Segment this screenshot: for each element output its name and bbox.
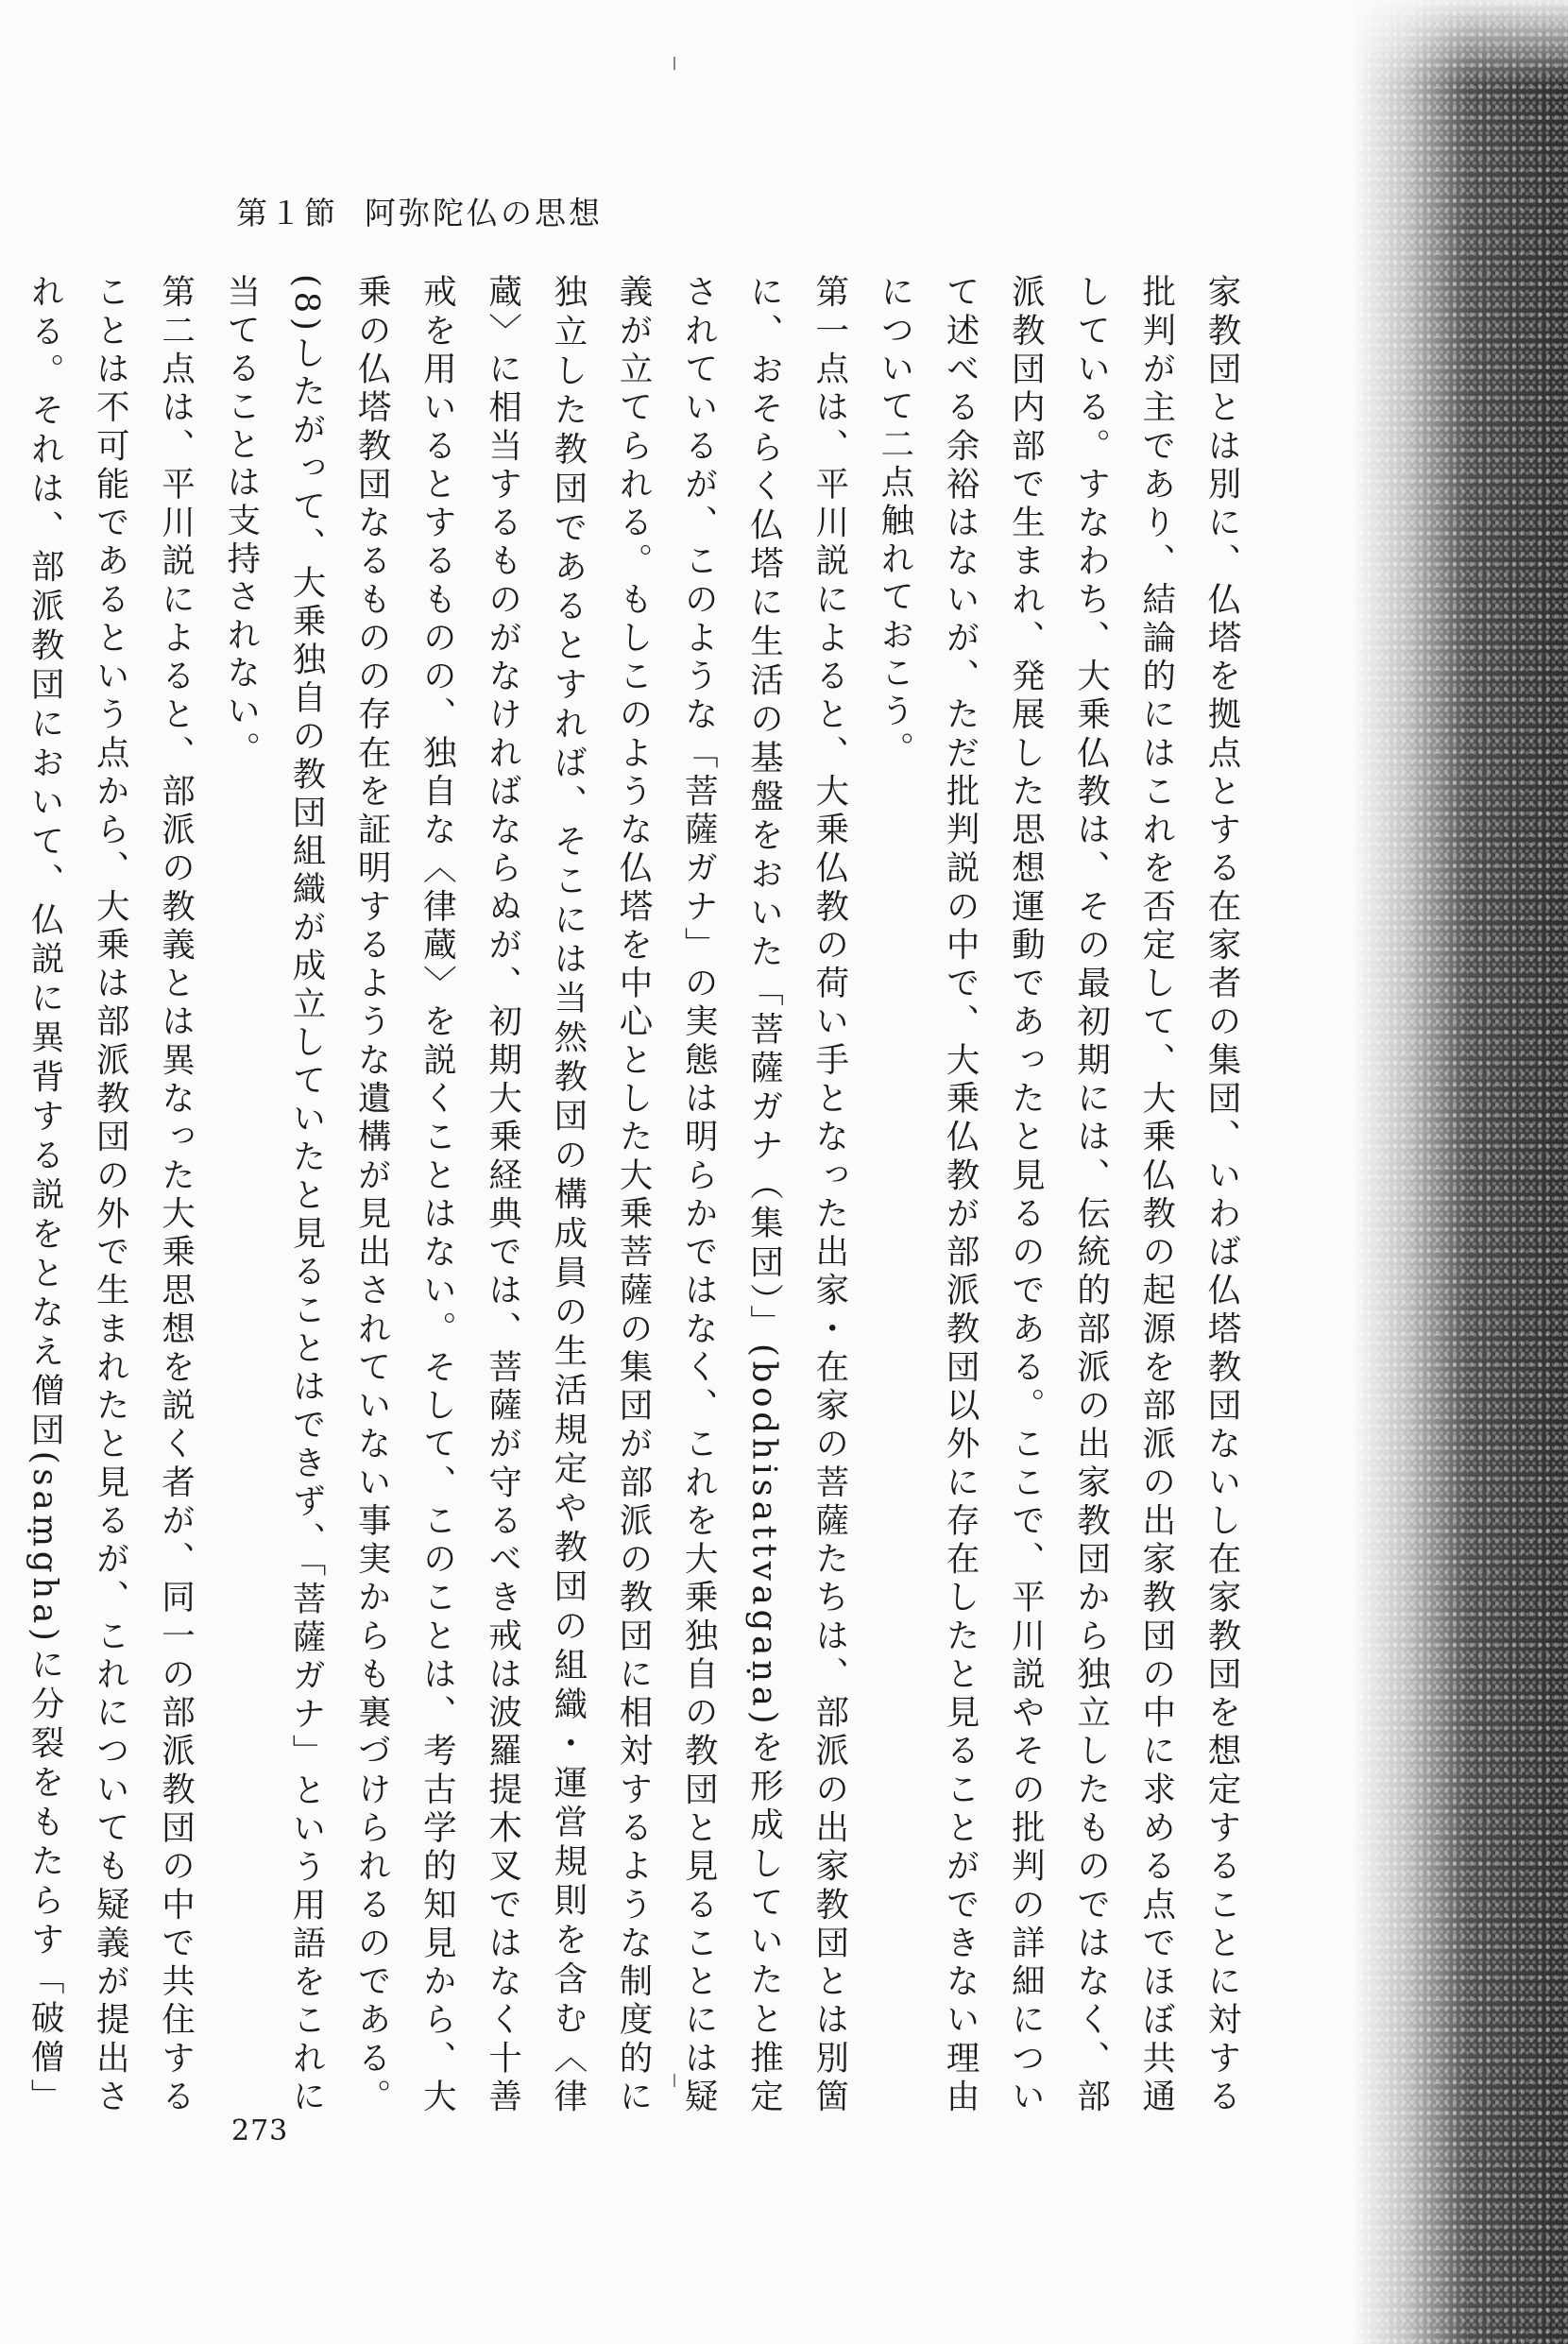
vertical-body-text bbox=[26, 274, 1254, 2116]
scan-shadow-fade bbox=[1322, 0, 1568, 85]
header-section-number: 第１節 bbox=[236, 195, 338, 231]
scan-speck bbox=[673, 57, 675, 70]
paragraph-1: 家教団とは別に、仏塔を拠点とする在家者の集団、いわば仏塔教団ないし在家教団を想定することに対する批判が主であり、結論的にはこれを否定して、大乗仏教の起源を部派の出家教団の中に求める点でほぼ共通している。すなわち、大乗仏教は、その最初期には、伝統的部派の出家教団から独立したものではなく、部派教団内部で生まれ、発展した思想運動であったと見るのである。ここで、平川説やその批判の詳細について述べる余裕はないが、ただ批判説の中で、大乗仏教が部派教団以外に存在したと見ることができない理由について二点触れておこう。 bbox=[875, 274, 1241, 2116]
paragraph-3: 第二点は、平川説によると、部派の教義とは異なった大乗思想を説く者が、同一の部派教団の中で共住することは不可能であるという点から、大乗は部派教団の外で生まれたと見るが、これについても疑義が提出される。それは、部派教団において、仏説に異背する説をとなえ僧団(saṃgha)に分裂をもたらす「破僧」 bbox=[26, 274, 196, 2116]
running-header bbox=[236, 189, 603, 233]
scan-shadow-edge bbox=[1351, 0, 1568, 2344]
paragraph-2: 第一点は、平川説によると、大乗仏教の荷い手となった出家・在家の菩薩たちは、部派の出家教団とは別箇に、おそらく仏塔に生活の基盤をおいた「菩薩ガナ（集団）」(bodhisattvagaṇa)を形成していたと推定されているが、このような「菩薩ガナ」の実態は明らかではなく、これを大乗独自の教団と見ることには疑義が立てられる。もしこのような仏塔を中心とした大乗菩薩の集団が部派の教団に相対するような制度的に独立した教団であるとすれば、そこには当然教団の構成員の生活規定や教団の組織・運営規則を含む〈律蔵〉に相当するものがなければならぬが、初期大乗経典では、菩薩が守るべき戒は波羅提木叉ではなく十善戒を用いるとするものの、独自な〈律蔵〉を説くことはない。そして、このことは、考古学的知見から、大乗の仏塔教団なるものの存在を証明するような遺構が見出されていない事実からも裏づけられるのである。(8)したがって、大乗独自の教団組織が成立していたと見ることはできず、「菩薩ガナ」という用語をこれに当てることは支持されない。 bbox=[221, 274, 849, 2116]
header-section-title: 阿弥陀仏の思想 bbox=[365, 195, 603, 231]
page-number: 273 bbox=[231, 2114, 289, 2147]
